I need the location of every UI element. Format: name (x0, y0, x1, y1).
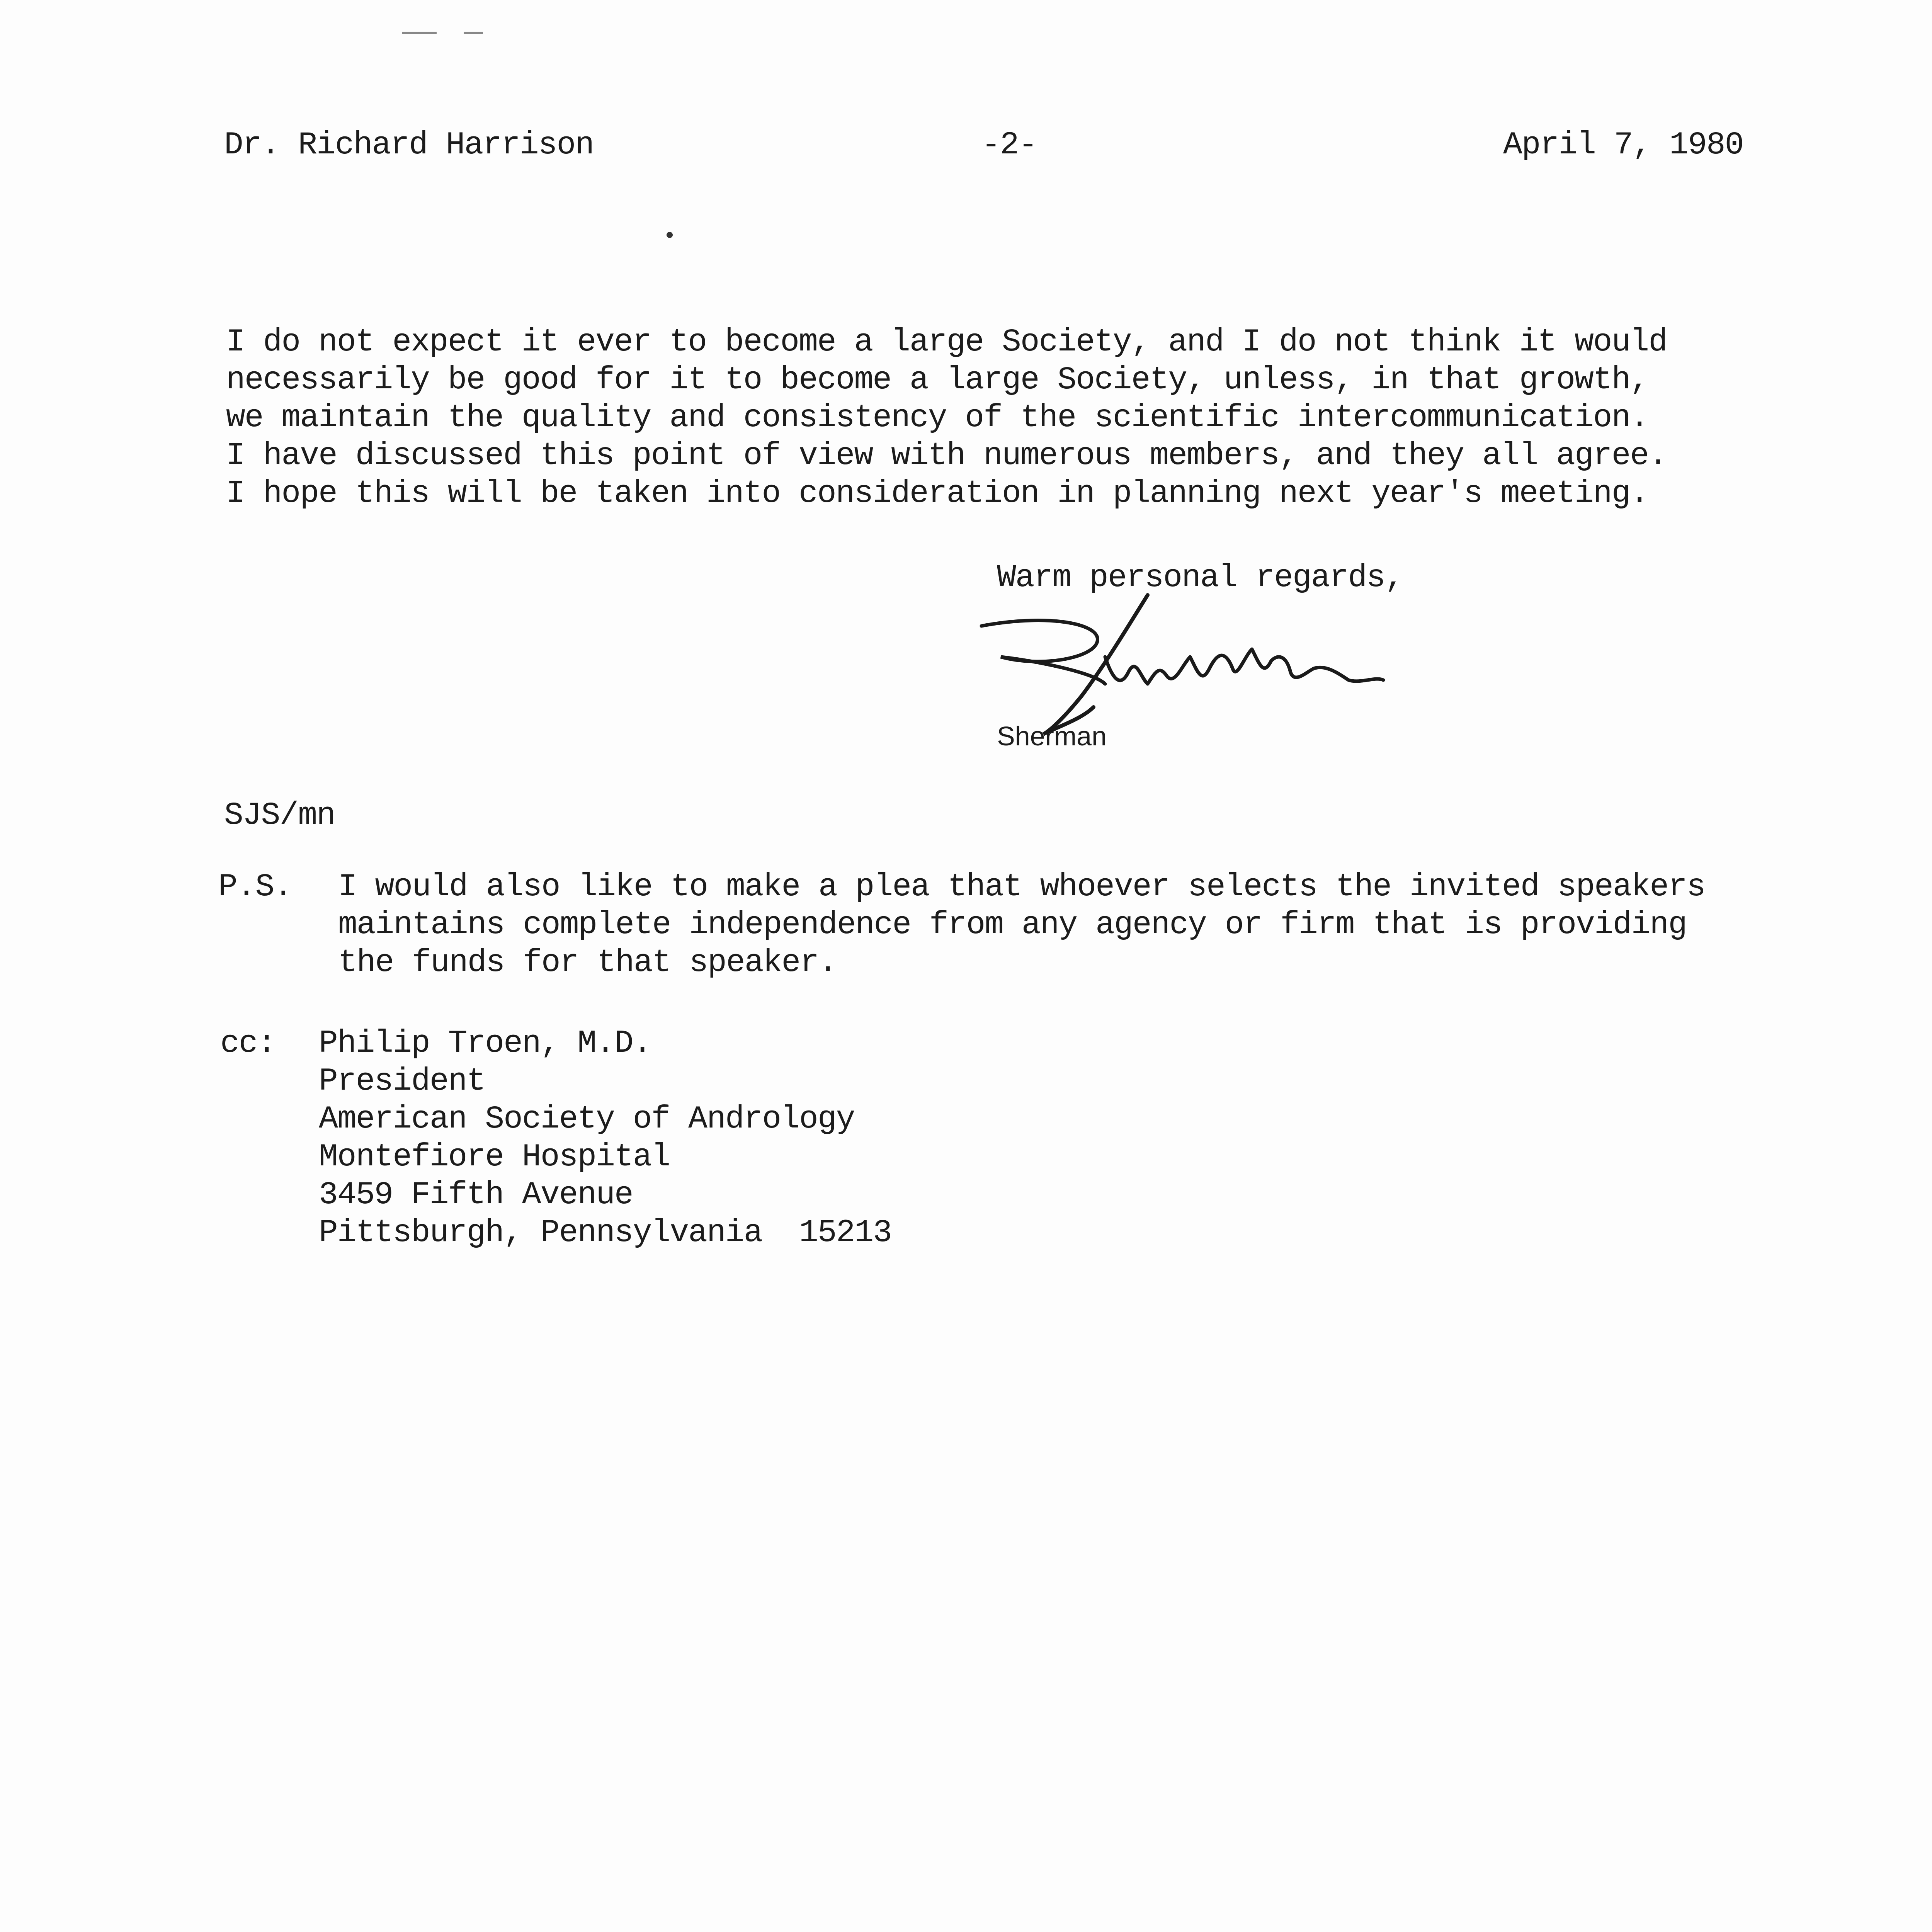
postscript-line: the funds for that speaker. (338, 944, 837, 981)
postscript-line: maintains complete independence from any agency or firm that is providing (338, 906, 1687, 943)
cc-line: President (319, 1063, 485, 1099)
cc-line: American Society of Andrology (319, 1101, 855, 1137)
cc-line: Montefiore Hospital (319, 1139, 670, 1175)
typist-initials: SJS/mn (224, 797, 335, 833)
header-page-number: -2- (981, 127, 1037, 163)
cc-label: cc: (220, 1025, 276, 1061)
body-line: necessarily be good for it to become a large Society, unless, in that growth, (226, 362, 1649, 398)
closing-salutation: Warm personal regards, (997, 560, 1403, 596)
signature-name: Sherman (997, 721, 1107, 751)
scan-dot (667, 232, 673, 238)
postscript-line: I would also like to make a plea that whoever selects the invited speakers (338, 869, 1705, 905)
cc-line: Pittsburgh, Pennsylvania 15213 (319, 1214, 892, 1251)
cc-line: Philip Troen, M.D. (319, 1025, 651, 1061)
body-line: we maintain the quality and consistency of the scientific intercommunication. (226, 400, 1649, 436)
cc-line: 3459 Fifth Avenue (319, 1177, 633, 1213)
postscript-label: P.S. (218, 869, 293, 905)
body-line: I do not expect it ever to become a large Society, and I do not think it would (226, 324, 1667, 360)
header-date: April 7, 1980 (1503, 127, 1743, 163)
body-line: I hope this will be taken into consideration in planning next year's meeting. (226, 475, 1649, 512)
scan-edge-mark (402, 32, 437, 34)
header-recipient: Dr. Richard Harrison (224, 127, 594, 163)
scan-edge-mark (464, 32, 483, 34)
body-line: I have discussed this point of view with numerous members, and they all agree. (226, 437, 1667, 474)
